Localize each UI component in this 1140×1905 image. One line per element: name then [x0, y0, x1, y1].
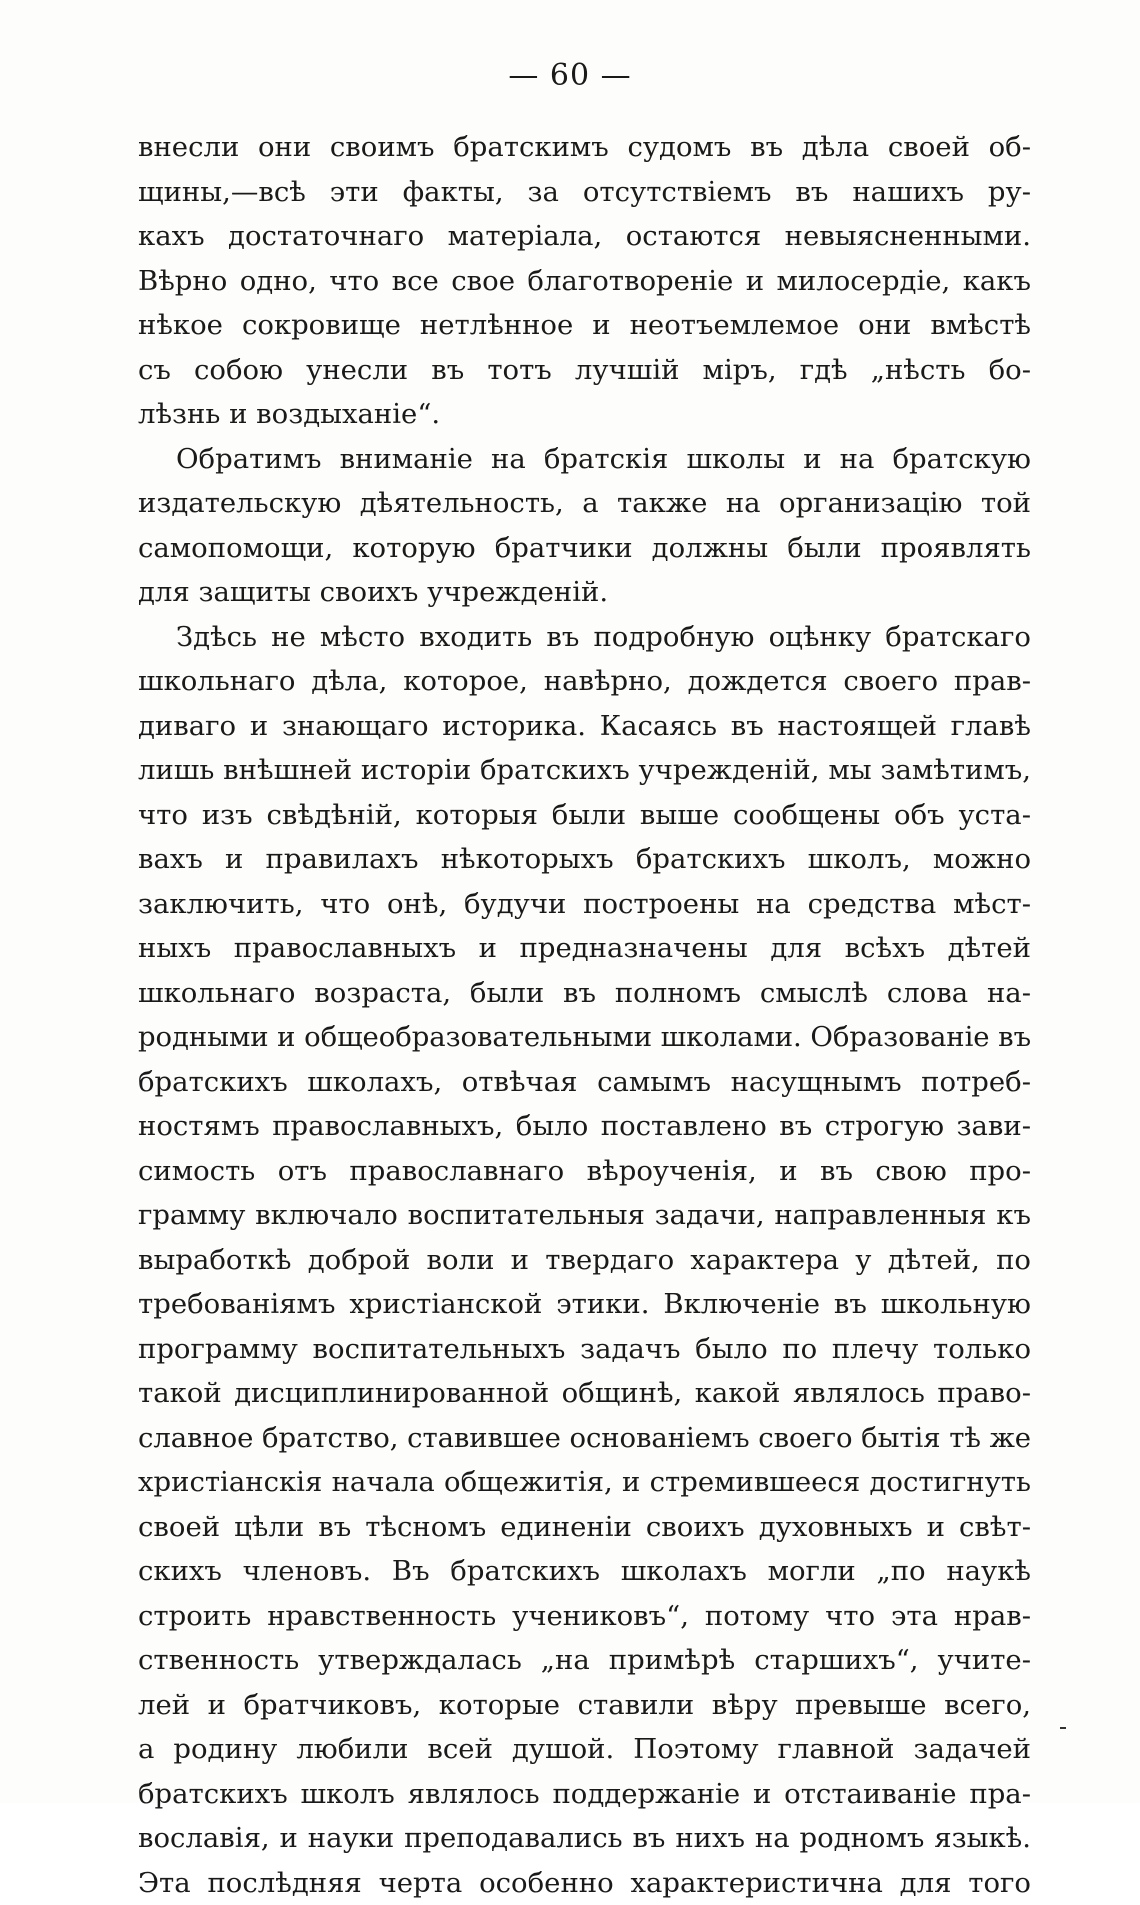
text-line: Обратимъ вниманіе на братскія школы и на братскую — [138, 437, 1031, 482]
text-line: нѣкое сокровище нетлѣнное и неотъемлемое они вмѣстѣ — [138, 303, 1031, 348]
scan-mark — [1060, 1727, 1066, 1729]
text-line: Вѣрно одно, что все свое благотвореніе и милосердіе, какъ — [138, 259, 1031, 304]
body-text — [138, 125, 1031, 1905]
text-line: ныхъ православныхъ и предназначены для всѣхъ дѣтей — [138, 926, 1031, 971]
text-line: вославія, и науки преподавались въ нихъ на родномъ языкѣ. — [138, 1816, 1031, 1861]
text-line: выработкѣ доброй воли и твердаго характера у дѣтей, по — [138, 1238, 1031, 1283]
text-line: лѣзнь и воздыханіе“. — [138, 392, 1031, 437]
text-line: что изъ свѣдѣній, которыя были выше сообщены объ уста- — [138, 793, 1031, 838]
text-line: издательскую дѣятельность, а также на организацію той — [138, 481, 1031, 526]
text-line: лей и братчиковъ, которые ставили вѣру превыше всего, — [138, 1683, 1031, 1728]
page-number: — 60 — — [0, 58, 1140, 93]
text-line: братскихъ школахъ, отвѣчая самымъ насущнымъ потреб- — [138, 1060, 1031, 1105]
text-line: славное братство, ставившее основаніемъ своего бытія тѣ же — [138, 1416, 1031, 1461]
text-line: Эта послѣдняя черта особенно характеристична для того — [138, 1861, 1031, 1905]
text-line: требованіямъ христіанской этики. Включеніе въ школьную — [138, 1282, 1031, 1327]
text-line: диваго и знающаго историка. Касаясь въ настоящей главѣ — [138, 704, 1031, 749]
paragraph-1 — [138, 125, 1031, 437]
text-line: внесли они своимъ братскимъ судомъ въ дѣла своей об- — [138, 125, 1031, 170]
text-line: съ собою унесли въ тотъ лучшій міръ, гдѣ „нѣсть бо- — [138, 348, 1031, 393]
text-line: самопомощи, которую братчики должны были проявлять — [138, 526, 1031, 571]
text-line: строить нравственность учениковъ“, потому что эта нрав- — [138, 1594, 1031, 1639]
text-line: ственность утверждалась „на примѣрѣ старшихъ“, учите- — [138, 1638, 1031, 1683]
text-line: для защиты своихъ учрежденій. — [138, 570, 1031, 615]
text-line: скихъ членовъ. Въ братскихъ школахъ могли „по наукѣ — [138, 1549, 1031, 1594]
text-line: щины,—всѣ эти факты, за отсутствіемъ въ нашихъ ру- — [138, 170, 1031, 215]
text-line: а родину любили всей душой. Поэтому главной задачей — [138, 1727, 1031, 1772]
text-line: школьнаго дѣла, которое, навѣрно, дождется своего прав- — [138, 659, 1031, 704]
text-line: такой дисциплинированной общинѣ, какой являлось право- — [138, 1371, 1031, 1416]
text-line: родными и общеобразовательными школами. Образованіе въ — [138, 1015, 1031, 1060]
text-line: братскихъ школъ являлось поддержаніе и отстаиваніе пра- — [138, 1772, 1031, 1817]
text-line: своей цѣли въ тѣсномъ единеніи своихъ духовныхъ и свѣт- — [138, 1505, 1031, 1550]
text-line: заключить, что онѣ, будучи построены на средства мѣст- — [138, 882, 1031, 927]
text-line: программу воспитательныхъ задачъ было по плечу только — [138, 1327, 1031, 1372]
text-line: грамму включало воспитательныя задачи, направленныя къ — [138, 1193, 1031, 1238]
paragraph-3 — [138, 615, 1031, 1905]
text-line: кахъ достаточнаго матеріала, остаются невыясненными. — [138, 214, 1031, 259]
paragraph-2 — [138, 437, 1031, 615]
text-line: Здѣсь не мѣсто входить въ подробную оцѣнку братскаго — [138, 615, 1031, 660]
text-line: лишь внѣшней исторіи братскихъ учрежденій, мы замѣтимъ, — [138, 748, 1031, 793]
text-line: симость отъ православнаго вѣроученія, и въ свою про- — [138, 1149, 1031, 1194]
text-line: ностямъ православныхъ, было поставлено въ строгую зави- — [138, 1104, 1031, 1149]
text-line: школьнаго возраста, были въ полномъ смыслѣ слова на- — [138, 971, 1031, 1016]
text-line: вахъ и правилахъ нѣкоторыхъ братскихъ школъ, можно — [138, 837, 1031, 882]
text-line: христіанскія начала общежитія, и стремившееся достигнуть — [138, 1460, 1031, 1505]
